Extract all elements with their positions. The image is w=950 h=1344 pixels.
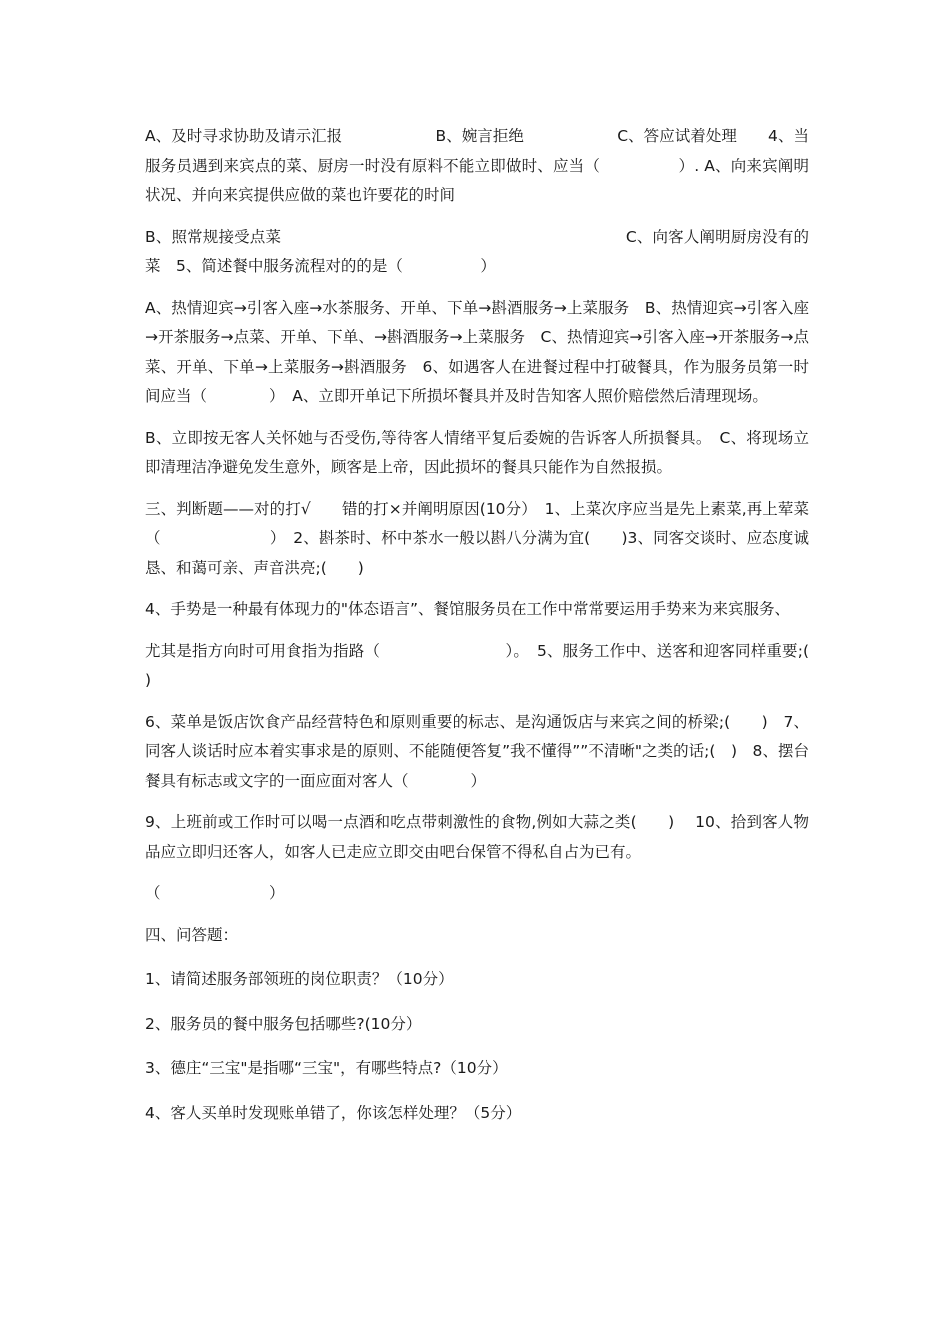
question-3: 3、德庄“三宝"是指哪“三宝"，有哪些特点?（10分） (145, 1059, 508, 1077)
paragraph-choice-a-4: A、及时寻求协助及请示汇报 B、婉言拒绝 C、答应试着处理 4、当服务员遇到来宾点的菜、厨房一时没有原料不能立即做时、应当（ ）. A、向来宾阐明状况、并向来宾提供应做的菜也许要花的时间 (145, 127, 809, 204)
document-page (145, 122, 841, 1143)
question-4: 4、客人买单时发现账单错了，你该怎样处理？（5分） (145, 1103, 522, 1122)
paragraph-choice-6-bc: B、立即按无客人关怀她与否受伤,等待客人情绪平复后委婉的告诉客人所损餐具。 C、将现场立即清理洁净避免发生意外，顾客是上帝，因此损坏的餐具只能作为自然报损。 (145, 428, 809, 476)
paragraph-tf-6-8: 6、菜单是饭店饮食产品经营特色和原则重要的标志、是沟通饭店与来宾之间的桥梁;( ) 7、同客人谈话时应本着实事求是的原则、不能随便答复”我不懂得””不清晰"之类的话;( ) 8、摆台餐具有标志或文字的一面应面对客人（ ） (145, 712, 809, 790)
paragraph-choice-b-5: B、照常规接受点菜 C、向客人阐明厨房没有的菜 5、简述餐中服务流程对的的是（ ） (145, 227, 809, 275)
paragraph-tf-9-10: 9、上班前或工作时可以喝一点酒和吃点带刺激性的食物,例如大蒜之类( ) 10、拾到客人物品应立即归还客人，如客人已走应立即交由吧台保管不得私自占为已有。 (145, 813, 809, 861)
paragraph-tf-4: 4、手势是一种最有体现力的"体态语言”、餐馆服务员在工作中常常要运用手势来为来宾服务、 (145, 600, 791, 618)
question-2: 2、服务员的餐中服务包括哪些?(10分） (145, 1014, 422, 1033)
section-3-true-false: 三、判断题——对的打√ 错的打×并阐明原因(10分） 1、上菜次序应当是先上素菜,再上荤菜（ ） 2、斟茶时、杯中茶水一般以斟八分满为宜( )3、同客交谈时、应态度诚恳、和蔼可亲、声音洪亮;( ) (145, 499, 809, 577)
answer-blank: （ ） (145, 884, 285, 902)
section-4-heading: 四、问答题： (145, 925, 239, 944)
question-1: 1、请简述服务部领班的岗位职责？（10分） (145, 970, 454, 988)
paragraph-tf-4-5: 尤其是指方向时可用食指为指路（ ）。 5、服务工作中、送客和迎客同样重要;( ) (145, 641, 841, 689)
paragraph-choice-flow-6: A、热情迎宾→引客入座→水茶服务、开单、下单→斟酒服务→上菜服务 B、热情迎宾→引客入座→开茶服务→点菜、开单、下单、→斟酒服务→上菜服务 C、热情迎宾→引客入座→开茶服务→点菜、开单、下单→上菜服务→斟酒服务 6、如遇客人在进餐过程中打破餐具，作为服务员第一时间应当（ ） A、立即开单记下所损坏餐具并及时告知客人照价赔偿然后清理现场。 (145, 298, 809, 405)
